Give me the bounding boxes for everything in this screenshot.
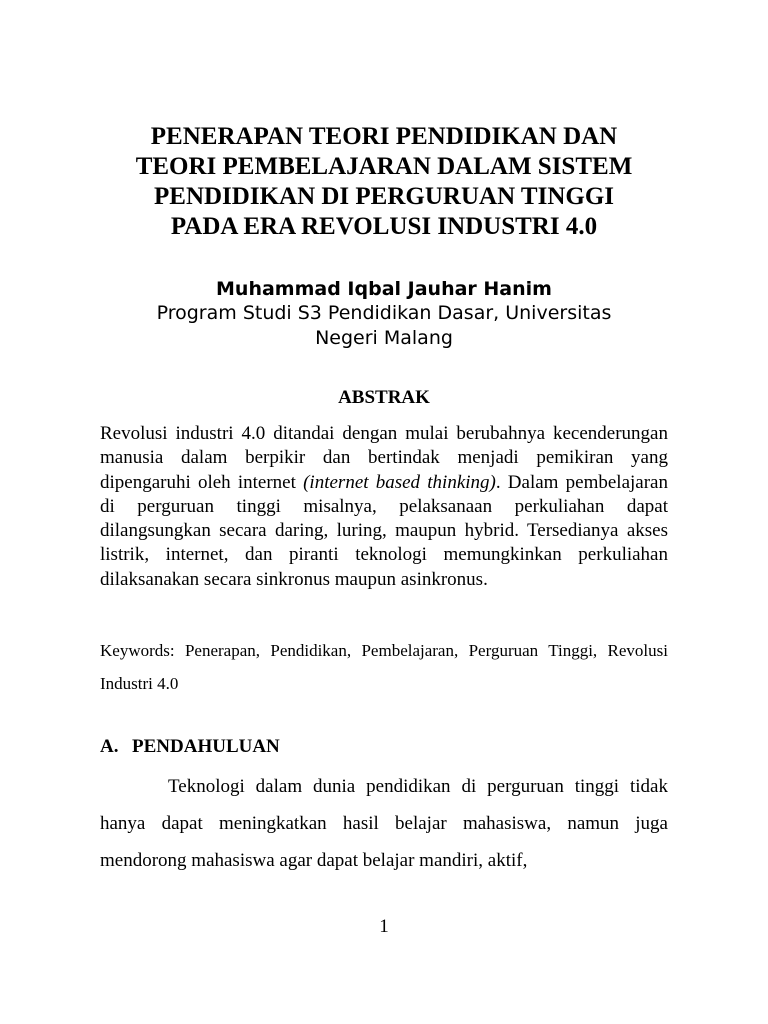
paper-title bbox=[90, 122, 678, 242]
title-line: PADA ERA REVOLUSI INDUSTRI 4.0 bbox=[170, 213, 598, 240]
title-line: PENERAPAN TEORI PENDIDIKAN DAN bbox=[150, 123, 618, 150]
section-number: A. bbox=[100, 736, 119, 757]
abstract-text bbox=[100, 422, 668, 592]
keywords: Keywords: Penerapan, Pendidikan, Pembelajaran, Perguruan Tinggi, Revolusi Industri 4.0 bbox=[100, 641, 668, 693]
author-affiliation bbox=[90, 301, 678, 351]
abstract-text-part: Revolusi industri 4.0 ditandai dengan mulai berubahnya kecenderungan manusia dalam berpikir dan bertindak menjadi pemikiran yang dipengaruhi oleh internet bbox=[100, 423, 668, 493]
section-heading bbox=[100, 735, 668, 759]
page-number: 1 bbox=[379, 916, 389, 937]
author-name: Muhammad Iqbal Jauhar Hanim bbox=[216, 278, 552, 300]
abstract-text-part: . Dalam pembelajaran di perguruan tinggi misalnya, pelaksanaan perkuliahan dapat dilangsungkan secara daring, luring, maupun hybrid. Tersedianya akses listrik, internet, dan piranti teknologi memungkinkan perkuliahan dilaksanakan secara sinkronus maupun asinkronus. bbox=[100, 471, 668, 590]
body-paragraph: Teknologi dalam dunia pendidikan di perguruan tinggi tidak hanya dapat meningkatkan hasil belajar mahasiswa, namun juga mendorong mahasiswa agar dapat belajar mandiri, aktif, bbox=[100, 776, 668, 871]
abstract-italic-phrase: (internet based thinking) bbox=[303, 471, 496, 493]
title-line: TEORI PEMBELAJARAN DALAM SISTEM bbox=[135, 153, 633, 180]
affiliation-line: Negeri Malang bbox=[315, 327, 453, 349]
abstract-heading: ABSTRAK bbox=[338, 387, 430, 408]
affiliation-line: Program Studi S3 Pendidikan Dasar, Universitas bbox=[156, 302, 612, 324]
section-title: PENDAHULUAN bbox=[132, 736, 280, 757]
title-line: PENDIDIKAN DI PERGURUAN TINGGI bbox=[154, 183, 614, 210]
